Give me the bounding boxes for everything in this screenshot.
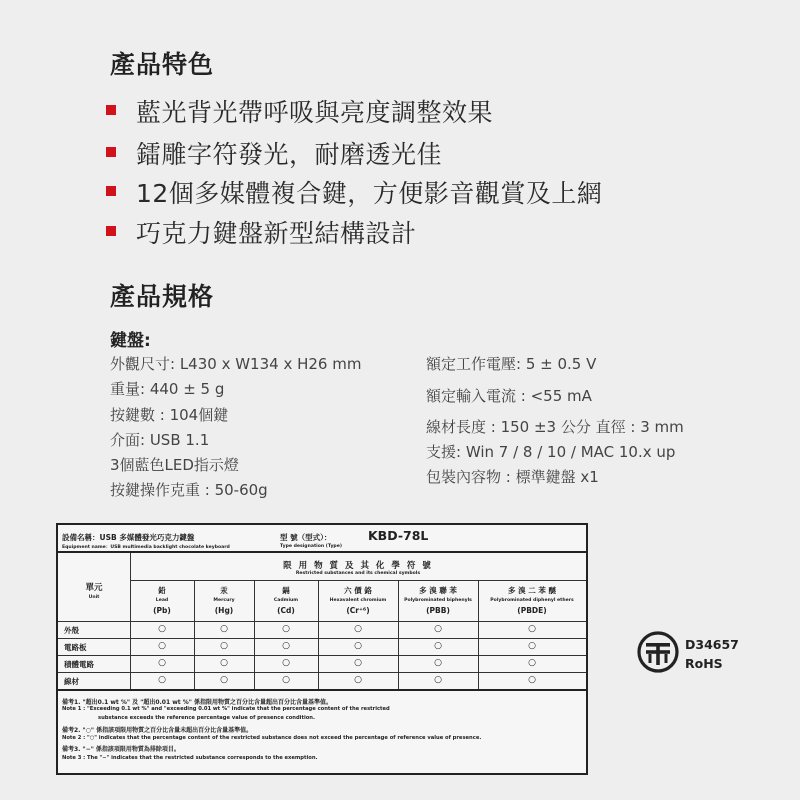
spec-line: 按鍵數 : 104個鍵 — [110, 406, 229, 424]
bsmi-certification-icon — [636, 630, 680, 674]
unit-label: 單元 — [85, 583, 103, 593]
unit-row-label: 積體電路 — [64, 660, 94, 669]
substance-en: Cadmium — [273, 598, 299, 603]
spec-line: 3個藍色LED指示燈 — [110, 456, 239, 474]
spec-line: 外觀尺寸: L430 x W134 x H26 mm — [110, 355, 362, 373]
spec-line: 額定工作電壓: 5 ± 0.5 V — [426, 355, 597, 373]
note-line: Note 1 : "Exceeding 0.1 wt %" and "exceeding 0.01 wt %" indicate that the percentage content of the restricted — [62, 706, 390, 712]
spec-line: 包裝內容物 : 標準鍵盤 x1 — [426, 468, 599, 486]
model-label: 型 號（型式）： — [280, 533, 332, 542]
note-line: 備考1. "超出0.1 wt %" 及 "超出0.01 wt %" 係指限用物質之百分比含量超出百分比含量基準值。 — [62, 699, 332, 706]
table-cell-mark: ○ — [528, 675, 536, 685]
restricted-title: 限 用 物 質 及 其 化 學 符 號 — [283, 561, 433, 571]
bullet-icon — [106, 226, 116, 236]
table-cell-mark: ○ — [282, 641, 290, 651]
substance-name: 多 溴 二 苯 醚 — [508, 586, 556, 595]
substance-name: 汞 — [220, 586, 228, 595]
device-label-en: Equipment name：USB multimedia backlight chocolate keyboard — [62, 545, 230, 550]
table-cell-mark: ○ — [158, 641, 166, 651]
table-cell-mark: ○ — [220, 675, 228, 685]
table-cell-mark: ○ — [434, 658, 442, 668]
device-label: 設備名稱：USB 多媒體發光巧克力鍵盤 — [62, 533, 195, 542]
substance-name: 六 價 鉻 — [344, 586, 372, 595]
table-cell-mark: ○ — [220, 624, 228, 634]
note-line: 備考2. "○" 係指該項限用物質之百分比含量未超出百分比含量基準值。 — [62, 727, 253, 734]
table-cell-mark: ○ — [354, 658, 362, 668]
substance-symbol: (PBDE) — [517, 606, 547, 615]
feature-item: 鐳雕字符發光，耐磨透光佳 — [110, 135, 442, 171]
substance-symbol: (Cd) — [277, 606, 295, 615]
table-cell-mark: ○ — [282, 658, 290, 668]
substance-en: Polybrominated biphenyls — [404, 598, 472, 603]
substance-en: Polybrominated diphenyl ethers — [490, 598, 574, 603]
rohs-label: RoHS — [685, 656, 723, 671]
rohs-declaration-table — [56, 523, 588, 775]
substance-symbol: (Cr⁺⁶) — [346, 606, 370, 615]
table-cell-mark: ○ — [282, 675, 290, 685]
table-cell-mark: ○ — [282, 624, 290, 634]
table-cell-mark: ○ — [158, 675, 166, 685]
feature-item: 巧克力鍵盤新型結構設計 — [110, 214, 417, 250]
spec-line: 線材長度 : 150 ±3 公分 直徑 : 3 mm — [426, 418, 684, 436]
spec-line: 按鍵操作克重 : 50-60g — [110, 481, 268, 499]
table-cell-mark: ○ — [354, 675, 362, 685]
table-cell-mark: ○ — [434, 624, 442, 634]
spec-line: 額定輸入電流 : <55 mA — [426, 387, 592, 405]
table-cell-mark: ○ — [434, 641, 442, 651]
table-cell-mark: ○ — [528, 641, 536, 651]
substance-en: Hexavalent chromium — [329, 598, 387, 603]
note-line: substance exceeds the reference percentage value of presence condition. — [98, 715, 315, 721]
substance-name: 鉛 — [158, 586, 166, 595]
unit-row-label: 外殼 — [64, 626, 79, 635]
substance-symbol: (Pb) — [153, 606, 171, 615]
specs-title: 產品規格 — [110, 282, 215, 311]
bullet-icon — [106, 186, 116, 196]
spec-line: 介面: USB 1.1 — [110, 431, 210, 449]
unit-row-label: 線材 — [64, 677, 79, 686]
spec-line: 重量: 440 ± 5 g — [110, 380, 225, 398]
restricted-title-en: Restricted substances and its chemical symbols — [295, 571, 421, 576]
keyboard-title: 鍵盤: — [110, 331, 151, 351]
unit-row-label: 電路板 — [64, 643, 87, 652]
table-cell-mark: ○ — [220, 658, 228, 668]
certification-code: D34657 — [685, 637, 739, 652]
note-line: Note 2 : "○" indicates that the percentage content of the restricted substance does not exceed the percentage of reference value of presence. — [62, 735, 482, 741]
substance-name: 鎘 — [282, 586, 290, 595]
table-cell-mark: ○ — [354, 641, 362, 651]
table-cell-mark: ○ — [220, 641, 228, 651]
substance-name: 多 溴 聯 苯 — [419, 586, 457, 595]
feature-item: 藍光背光帶呼吸與亮度調整效果 — [110, 93, 493, 129]
table-cell-mark: ○ — [528, 658, 536, 668]
note-line: Note 3 : The "−" indicates that the restricted substance corresponds to the exemption. — [62, 755, 318, 761]
table-cell-mark: ○ — [354, 624, 362, 634]
bullet-icon — [106, 147, 116, 157]
table-cell-mark: ○ — [158, 658, 166, 668]
feature-item: 12個多媒體複合鍵，方便影音觀賞及上網 — [110, 174, 602, 210]
substance-en: Lead — [155, 598, 169, 603]
table-cell-mark: ○ — [434, 675, 442, 685]
substance-symbol: (Hg) — [214, 606, 234, 615]
bullet-icon — [106, 105, 116, 115]
table-cell-mark: ○ — [528, 624, 536, 634]
model-value: KBD-78L — [368, 528, 429, 543]
note-line: 備考3. "−" 係指該項限用物質為排除項目。 — [62, 746, 180, 753]
unit-label-en: Unit — [88, 595, 100, 600]
spec-line: 支援: Win 7 / 8 / 10 / MAC 10.x up — [426, 443, 676, 461]
substance-symbol: (PBB) — [426, 606, 450, 615]
model-label-en: Type designation (Type) — [280, 544, 342, 549]
table-cell-mark: ○ — [158, 624, 166, 634]
substance-en: Mercury — [213, 598, 235, 603]
features-title: 產品特色 — [110, 50, 215, 79]
